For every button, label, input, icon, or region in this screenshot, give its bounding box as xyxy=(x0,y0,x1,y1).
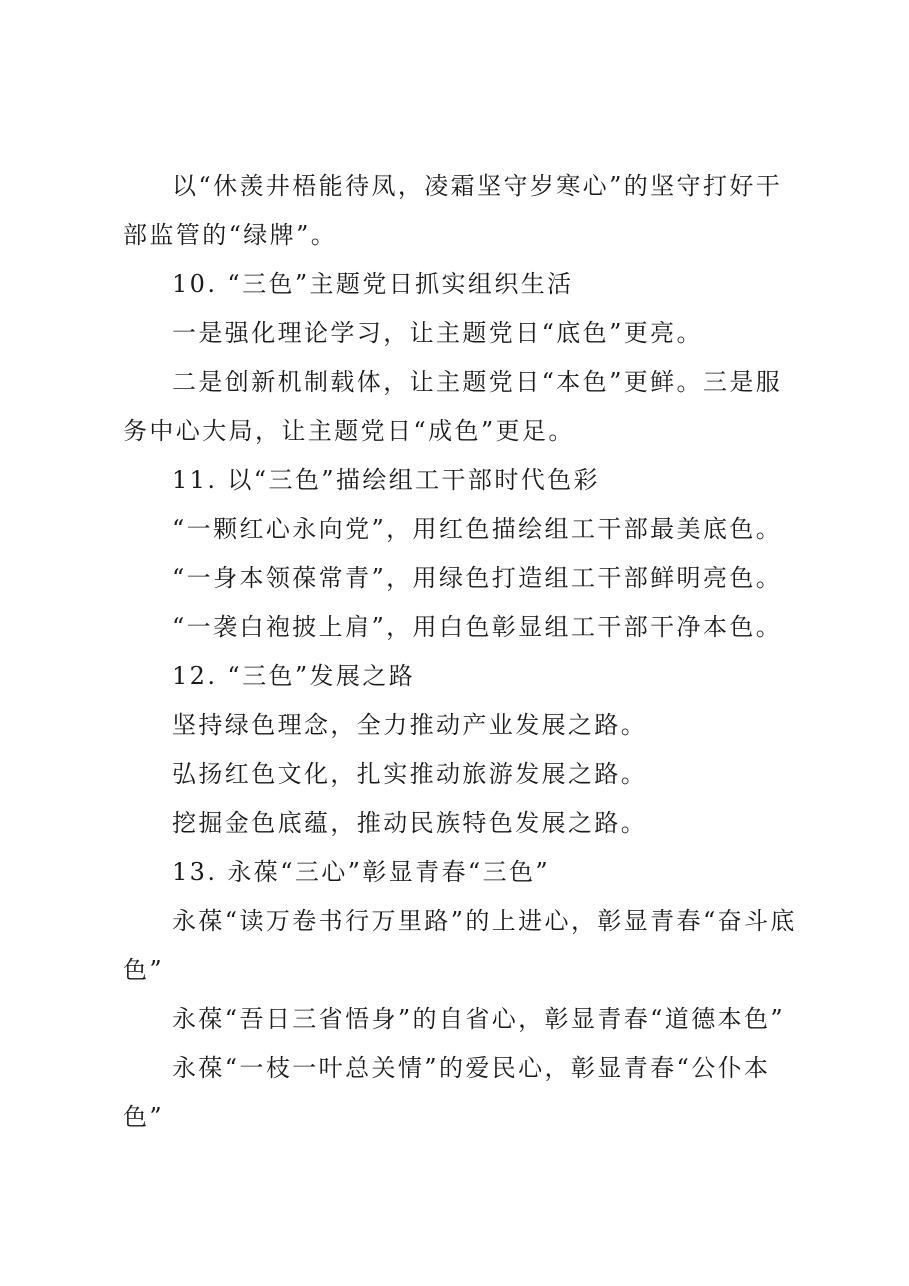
paragraph: 挖掘金色底蕴，推动民族特色发展之路。 xyxy=(172,809,648,837)
paragraph: 一是强化理论学习，让主题党日“底色”更亮。 xyxy=(172,319,703,347)
paragraph: 永葆“一枝一叶总关情”的爱民心，彰显青春“公仆本色” xyxy=(123,1054,771,1131)
paragraph: 弘扬红色文化，扎实推动旅游发展之路。 xyxy=(172,760,648,788)
document-body xyxy=(123,162,803,1142)
paragraph: “一身本领葆常青”，用绿色打造组工干部鲜明亮色。 xyxy=(172,564,783,592)
paragraph: 永葆“吾日三省悟身”的自省心，彰显青春“道德本色” xyxy=(172,1005,786,1033)
paragraph: 坚持绿色理念，全力推动产业发展之路。 xyxy=(172,711,648,739)
section-heading: 12. “三色”发展之路 xyxy=(172,662,416,690)
section-heading: 10. “三色”主题党日抓实组织生活 xyxy=(172,270,574,298)
paragraph: 以“休羡井梧能待凤，凌霜坚守岁寒心”的坚守打好干部监管的“绿牌”。 xyxy=(123,172,783,249)
paragraph: “一袭白袍披上肩”，用白色彰显组工干部干净本色。 xyxy=(172,613,783,641)
paragraph: “一颗红心永向党”，用红色描绘组工干部最美底色。 xyxy=(172,515,783,543)
paragraph: 永葆“读万卷书行万里路”的上进心，彰显青春“奋斗底色” xyxy=(123,907,797,984)
section-heading: 13. 永葆“三心”彰显青春“三色” xyxy=(172,858,551,886)
section-heading: 11. 以“三色”描绘组工干部时代色彩 xyxy=(172,466,600,494)
paragraph: 二是创新机制载体，让主题党日“本色”更鲜。三是服务中心大局，让主题党日“成色”更足。 xyxy=(123,368,783,445)
